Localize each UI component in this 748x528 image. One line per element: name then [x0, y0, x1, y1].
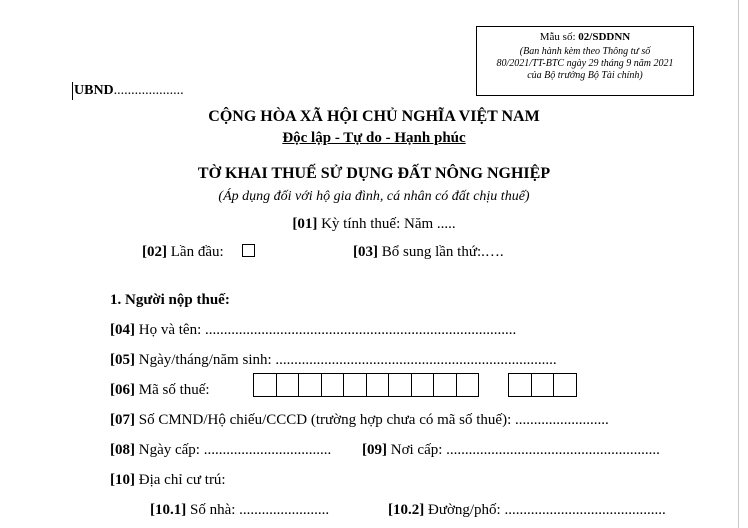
form-note-line1: (Ban hành kèm theo Thông tư số: [519, 46, 651, 57]
field-02-code: [02]: [142, 244, 167, 260]
field-05-birth-date[interactable]: [110, 352, 557, 369]
form-title: TỜ KHAI THUẾ SỬ DỤNG ĐẤT NÔNG NGHIỆP: [197, 165, 551, 182]
field-04-text: Họ và tên: ...................................................................................: [135, 322, 517, 338]
tax-code-digit-box[interactable]: [531, 373, 555, 397]
field-01-tax-period[interactable]: [0, 216, 748, 233]
tax-code-digit-box[interactable]: [433, 373, 457, 397]
form-subtitle: (Áp dụng đối với hộ gia đình, cá nhân có đất chịu thuế): [218, 189, 530, 204]
field-08-issue-date[interactable]: [110, 442, 331, 459]
field-03-supplement[interactable]: [353, 244, 504, 261]
field-04-full-name[interactable]: [110, 322, 516, 339]
field-09-code: [09]: [362, 442, 387, 458]
field-03-text: Bổ sung lần thứ:.….: [378, 244, 504, 260]
field-10-1-house-number[interactable]: [150, 502, 329, 519]
form-code-line: [477, 30, 693, 44]
field-09-issue-place[interactable]: [362, 442, 660, 459]
field-10-text: Địa chỉ cư trú:: [135, 472, 226, 488]
ubnd-label: UBND: [74, 83, 114, 98]
field-07-text: Số CMND/Hộ chiếu/CCCD (trường hợp chưa có mã số thuế): .........................: [135, 412, 609, 428]
form-code-label: Mẫu số:: [539, 31, 579, 43]
first-time-checkbox[interactable]: [242, 244, 255, 257]
field-10-2-street[interactable]: [388, 502, 666, 519]
field-08-text: Ngày cấp: ..................................: [135, 442, 332, 458]
ubnd-dots: ....................: [113, 83, 184, 98]
field-02-text: Lần đầu:: [167, 244, 224, 260]
ubnd-line[interactable]: [74, 83, 184, 99]
field-10-1-code: [10.1]: [150, 502, 187, 518]
section-1-heading: 1. Người nộp thuế:: [110, 292, 230, 308]
tax-code-digit-box[interactable]: [508, 373, 532, 397]
tax-code-digit-box[interactable]: [276, 373, 300, 397]
tax-code-digit-box[interactable]: [388, 373, 412, 397]
text-cursor: [72, 82, 73, 100]
tax-code-digit-box[interactable]: [456, 373, 480, 397]
field-10-1-text: Số nhà: ........................: [186, 502, 330, 518]
field-06-text: Mã số thuế:: [135, 382, 210, 398]
form-note-line2: 80/2021/TT-BTC ngày 29 tháng 9 năm 2021: [496, 58, 674, 69]
tax-code-digit-box[interactable]: [553, 373, 577, 397]
field-06-tax-code: [110, 382, 210, 399]
field-06-code: [06]: [110, 382, 135, 398]
field-05-text: Ngày/tháng/năm sinh: ...........................................................................: [135, 352, 557, 368]
field-04-code: [04]: [110, 322, 135, 338]
field-01-text: Kỳ tính thuế: Năm .....: [317, 216, 456, 232]
form-number-box: [476, 26, 694, 96]
tax-code-digit-box[interactable]: [366, 373, 390, 397]
form-code: 02/SDDNN: [578, 31, 631, 43]
tax-code-boxes-group-2[interactable]: [508, 373, 576, 397]
tax-code-digit-box[interactable]: [343, 373, 367, 397]
field-03-code: [03]: [353, 244, 378, 260]
field-07-code: [07]: [110, 412, 135, 428]
nation-heading: CỘNG HÒA XÃ HỘI CHỦ NGHĨA VIỆT NAM: [208, 108, 540, 125]
field-05-code: [05]: [110, 352, 135, 368]
field-07-id-number[interactable]: [110, 412, 609, 429]
form-issuance-note: [477, 46, 693, 82]
tax-code-digit-box[interactable]: [411, 373, 435, 397]
tax-code-boxes-group-1[interactable]: [253, 373, 478, 397]
field-10-code: [10]: [110, 472, 135, 488]
field-08-code: [08]: [110, 442, 135, 458]
tax-code-digit-box[interactable]: [253, 373, 277, 397]
motto: Độc lập - Tự do - Hạnh phúc: [282, 130, 466, 146]
field-01-code: [01]: [292, 216, 318, 232]
form-note-line3: của Bộ trưởng Bộ Tài chính): [527, 70, 643, 81]
field-02-first-time[interactable]: [142, 244, 255, 261]
tax-code-digit-box[interactable]: [321, 373, 345, 397]
field-10-2-text: Đường/phố: ...........................................: [424, 502, 666, 518]
field-10-address: [110, 472, 226, 489]
field-10-2-code: [10.2]: [388, 502, 425, 518]
field-09-text: Nơi cấp: .........................................................: [387, 442, 660, 458]
tax-code-digit-box[interactable]: [298, 373, 322, 397]
